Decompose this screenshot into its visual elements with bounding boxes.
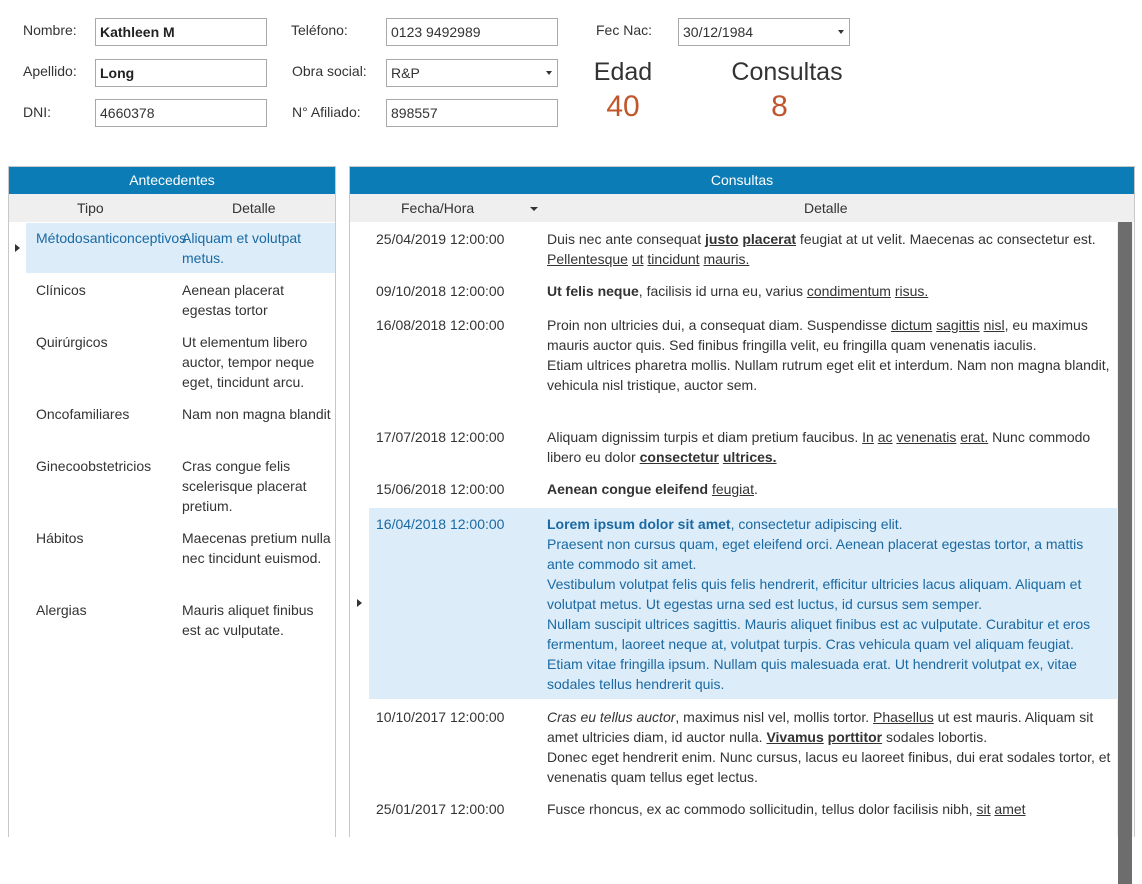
antecedente-detalle: Maecenas pretium nulla nec tincidunt euismod. xyxy=(182,530,331,566)
antecedente-row[interactable] xyxy=(26,595,335,647)
antecedentes-panel xyxy=(8,166,336,837)
antecedente-tipo: Alergias xyxy=(36,602,87,618)
antecedente-tipo: Ginecoobstetricios xyxy=(36,458,152,474)
consulta-detalle: Proin non ultricies dui, a consequat diam. Suspendisse dictum sagittis nisl, eu maximus mauris auctor quis. Sed finibus fringilla velit, eu fringilla quam venenatis iaculis. Etiam ultrices pharetra mollis. Nullam rutrum eget elit et interdum. Nam non magna blandit, vehicula nisl tristique, auctor sem. xyxy=(547,317,1110,393)
telefono-label: Teléfono: xyxy=(291,22,348,38)
antecedente-row[interactable] xyxy=(26,451,335,523)
antecedente-detalle: Mauris aliquet finibus est ac vulputate. xyxy=(182,602,314,638)
consulta-row[interactable] xyxy=(369,309,1118,419)
consulta-row[interactable] xyxy=(369,473,1118,506)
col-detalle-consulta[interactable]: Detalle xyxy=(804,200,848,216)
consulta-fecha: 17/07/2018 12:00:00 xyxy=(376,429,505,445)
obra-social-value: R&P xyxy=(391,65,420,81)
antecedente-row[interactable] xyxy=(26,523,335,595)
antecedente-row[interactable] xyxy=(26,399,335,451)
fecnac-value: 30/12/1984 xyxy=(683,24,754,40)
consulta-row[interactable] xyxy=(369,223,1118,275)
apellido-label: Apellido: xyxy=(23,63,77,79)
antecedente-tipo: Hábitos xyxy=(36,530,84,546)
consulta-detalle: Duis nec ante consequat justo placerat feugiat at ut velit. Maecenas ac consectetur est. Pellentesque ut tincidunt mauris. xyxy=(547,231,1096,267)
consulta-row[interactable] xyxy=(369,508,1118,699)
antecedente-detalle: Cras congue felis scelerisque placerat pretium. xyxy=(182,458,307,514)
vertical-scrollbar[interactable] xyxy=(1117,222,1133,837)
antecedente-row[interactable] xyxy=(26,223,335,273)
consultas-panel xyxy=(349,166,1135,837)
afiliado-field[interactable]: 898557 xyxy=(386,99,558,127)
antecedentes-column-header xyxy=(9,194,335,222)
apellido-field[interactable]: Long xyxy=(95,59,267,87)
consulta-fecha: 25/01/2017 12:00:00 xyxy=(376,801,505,817)
afiliado-label: N° Afiliado: xyxy=(292,104,361,120)
antecedente-tipo: Quirúrgicos xyxy=(36,334,108,350)
chevron-down-icon[interactable] xyxy=(546,71,552,75)
consulta-fecha: 09/10/2018 12:00:00 xyxy=(376,283,505,299)
consultas-value: 8 xyxy=(771,90,788,123)
antecedente-detalle: Ut elementum libero auctor, tempor neque eget, tincidunt arcu. xyxy=(182,334,315,390)
obra-social-select[interactable] xyxy=(386,59,558,87)
obra-social-label: Obra social: xyxy=(292,63,367,79)
antecedente-tipo: Oncofamiliares xyxy=(36,406,130,422)
consulta-row[interactable] xyxy=(369,793,1118,853)
consulta-row[interactable] xyxy=(369,421,1118,473)
dni-field[interactable]: 4660378 xyxy=(95,99,267,127)
antecedente-detalle: Aliquam et volutpat metus. xyxy=(182,230,302,266)
antecedente-tipo: Clínicos xyxy=(36,282,86,298)
consultas-title: Consultas xyxy=(731,58,843,86)
consultas-column-header xyxy=(350,194,1134,222)
consulta-fecha: 16/08/2018 12:00:00 xyxy=(376,317,505,333)
nombre-field[interactable]: Kathleen M xyxy=(95,18,267,46)
col-tipo[interactable]: Tipo xyxy=(77,200,104,216)
consulta-detalle: Aliquam dignissim turpis et diam pretium faucibus. In ac venenatis erat. Nunc commodo libero eu dolor consectetur ultrices. xyxy=(547,429,1091,465)
col-fecha[interactable]: Fecha/Hora xyxy=(401,200,475,216)
consultas-title: Consultas xyxy=(350,167,1134,194)
antecedente-row[interactable] xyxy=(26,327,335,399)
consulta-detalle: Ut felis neque, facilisis id urna eu, varius condimentum risus. xyxy=(547,283,929,299)
row-indicator-icon xyxy=(15,244,20,252)
consulta-detalle: Cras eu tellus auctor, maximus nisl vel, mollis tortor. Phasellus ut est mauris. Aliquam sit amet ultricies diam, id auctor nulla. Vivamus porttitor sodales lobortis. Donec eget hendrerit enim. Nunc cursus, lacus eu laoreet finibus, dui erat sodales tortor, et venenatis quam tellus eget lectus. xyxy=(547,709,1111,785)
telefono-field[interactable]: 0123 9492989 xyxy=(386,18,558,46)
antecedente-row[interactable] xyxy=(26,275,335,327)
consulta-detalle: Fusce rhoncus, ex ac commodo sollicitudin, tellus dolor facilisis nibh, sit amet xyxy=(547,801,1026,817)
consulta-fecha: 25/04/2019 12:00:00 xyxy=(376,231,505,247)
sort-descending-icon[interactable] xyxy=(530,207,538,211)
consulta-row[interactable] xyxy=(369,701,1118,793)
antecedente-detalle: Nam non magna blandit xyxy=(182,406,331,422)
antecedentes-title: Antecedentes xyxy=(9,167,335,194)
consulta-row[interactable] xyxy=(369,275,1118,308)
nombre-label: Nombre: xyxy=(23,22,77,38)
dni-label: DNI: xyxy=(23,104,51,120)
fecnac-picker[interactable] xyxy=(678,18,850,46)
scrollbar-thumb[interactable] xyxy=(1118,222,1132,884)
edad-title: Edad xyxy=(593,58,653,86)
col-detalle[interactable]: Detalle xyxy=(232,200,276,216)
edad-value: 40 xyxy=(606,90,640,123)
consulta-fecha: 16/04/2018 12:00:00 xyxy=(376,516,505,532)
antecedente-tipo: Métodosanticonceptivos xyxy=(36,230,187,246)
consulta-fecha: 15/06/2018 12:00:00 xyxy=(376,481,505,497)
chevron-down-icon[interactable] xyxy=(838,30,844,34)
antecedente-detalle: Aenean placerat egestas tortor xyxy=(182,282,284,318)
consulta-detalle: Lorem ipsum dolor sit amet, consectetur adipiscing elit. Praesent non cursus quam, eget eleifend orci. Aenean placerat egestas tortor, a mattis ante commodo sit amet. Vestibulum volutpat felis quis felis hendrerit, efficitur ultricies lacus aliquam. Aliquam et volutpat metus. Ut egestas urna sed est luctus, id cursus sem semper. Nullam suscipit ultrices sagittis. Mauris aliquet finibus est ac vulputate. Curabitur et eros fermentum, laoreet neque at, volutpat turpis. Cras vehicula quam vel aliquam feugiat. Etiam vitae fringilla ipsum. Nullam quis malesuada erat. Ut hendrerit volutpat ex, vitae sodales tellus hendrerit quis. xyxy=(547,516,1091,692)
row-indicator-icon xyxy=(357,599,362,607)
consulta-detalle: Aenean congue eleifend feugiat. xyxy=(547,481,758,497)
consulta-fecha: 10/10/2017 12:00:00 xyxy=(376,709,505,725)
fecnac-label: Fec Nac: xyxy=(596,22,653,38)
